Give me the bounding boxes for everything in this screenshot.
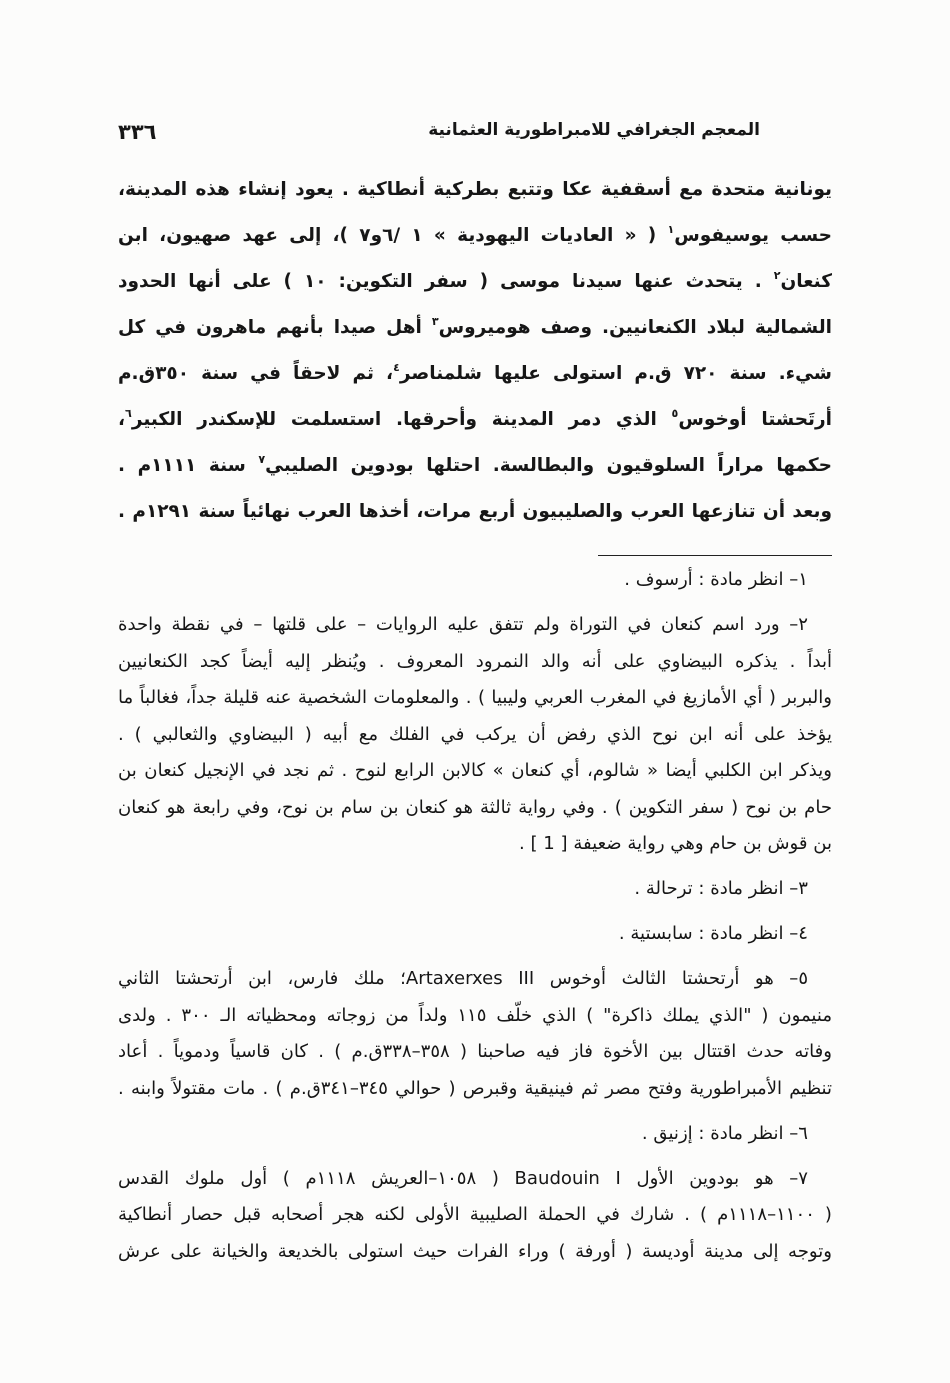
body-line-6 (118, 397, 832, 443)
text-segment: حسب يوسيفوس (674, 225, 832, 246)
footnote-line-text: منيمون ( "الذي يملك ذاكرة" ) الذي خلّف ١١٥ ولداً من زوجاته ومحظياته الـ ٣٠٠ . ولدى (118, 1004, 832, 1026)
body-line-text (118, 222, 832, 246)
footnote-line (118, 961, 832, 998)
body-line-5 (118, 351, 832, 397)
main-text (118, 167, 832, 535)
footnotes (118, 562, 832, 1270)
body-line-7 (118, 443, 832, 489)
footnote-2 (118, 607, 832, 863)
text-segment: . يتحدث عنها سيدنا موسى ( سفر التكوين: ١٠ ) على أنها الحدود (118, 271, 774, 292)
body-line-2 (118, 213, 832, 259)
footnote-ref: ٧ (258, 452, 266, 466)
running-title: المعجم الجغرافي للامبراطورية العثمانية (428, 120, 760, 140)
footnote-ref: ١ (667, 222, 675, 236)
footnote-line-text: بن قوش بن حام وهي رواية ضعيفة [ 1 ] . (519, 833, 832, 854)
footnote-line (118, 717, 832, 754)
footnote-line (118, 998, 832, 1035)
text-segment: كنعان (780, 271, 832, 292)
footnote-ref: ٦ (125, 406, 132, 420)
footnote-1 (118, 562, 832, 599)
footnote-line (118, 1034, 832, 1071)
footnote-line-text: ٢– ورد اسم كنعان في التوراة ولم تتفق عليه الروايات – على قلتها – في نقطة واحدة (118, 614, 808, 635)
body-line-text (118, 452, 832, 476)
footnote-line-text: ٤– انظر مادة : سابستية . (618, 923, 808, 944)
footnote-line (118, 871, 832, 908)
footnote-line-text: وفاته حدث اقتتال بين الأخوة فاز فيه صاحبنا ( ٣٥٨–٣٣٨ق.م ) . كان قاسياً ودموياً . أعاد (118, 1041, 833, 1062)
body-line-text (118, 360, 832, 384)
text-segment: الشمالية لبلاد الكنعانيين. وصف هوميروس (438, 317, 832, 338)
text-segment: الذي دمر المدينة وأحرقها. استسلمت للإسكندر الكبير (131, 409, 672, 430)
footnote-5 (118, 961, 832, 1107)
footnote-line (118, 916, 832, 953)
footnote-line-text: ٧– هو بودوين الأول Baudouin I ( ١٠٥٨–العريش ١١١٨م ) أول ملوك القدس (118, 1167, 808, 1189)
footnote-ref: ٢ (773, 268, 781, 282)
body-line-text: وبعد أن تنازعها العرب والصليبيون أربع مرات، أخذها العرب نهائياً سنة ١٢٩١م . (118, 501, 832, 522)
footnote-line (118, 1197, 832, 1234)
text-segment: ، (118, 409, 126, 430)
footnote-line (118, 753, 832, 790)
text-segment: أرتَحشتا أوخوس (678, 409, 832, 430)
footnote-line-text: وتوجه إلى مدينة أوديسة ( أورفة ) وراء الفرات حيث استولى بالخديعة والخيانة على عرش (118, 1240, 832, 1262)
footnote-line-text: ( ١١٠٠–١١١٨م ) . شارك في الحملة الصليبية الأولى لكنه هجر أصحابه قبل حصار أنطاكية (118, 1204, 832, 1225)
text-segment: ( « العاديات اليهودية » ١ /٦و٧ )، إلى عهد صهيون، ابن (118, 225, 668, 246)
footnote-line (118, 644, 832, 681)
footnote-line (118, 1071, 832, 1108)
footnote-6 (118, 1116, 832, 1153)
body-line-text: يونانية متحدة مع أسقفية عكا وتتبع بطركية أنطاكية . يعود إنشاء هذه المدينة، (118, 179, 832, 200)
footnote-line (118, 790, 832, 827)
body-line-1 (118, 167, 832, 213)
footnote-line-text: تنظيم الأمبراطورية وفتح مصر ثم فينيقية وقبرص ( حوالي ٣٤٥–٣٤١ق.م ) . مات مقتولاً وابنه . (118, 1077, 832, 1099)
body-line-text (118, 314, 832, 338)
body-line-text (118, 406, 832, 430)
body-line-4 (118, 305, 832, 351)
footnote-line (118, 1161, 832, 1198)
text-segment: حكمها مراراً السلوقيون والبطالسة. احتلها بودوين الصليبي (265, 455, 832, 476)
footnote-line (118, 1234, 832, 1271)
footnote-line-text: ٣– انظر مادة : ترحالة . (634, 878, 808, 899)
footnote-line (118, 680, 832, 717)
text-segment: ، ثم لاحقاً في سنة ٣٥٠ق.م (118, 363, 394, 384)
footnote-line (118, 607, 832, 644)
footnote-ref: ٣ (431, 314, 439, 328)
footnote-line (118, 826, 832, 863)
footnote-line-text: ويذكر ابن الكلبي أيضا « شالوم، أي كنعان » كالابن الرابع لنوح . ثم نجد في الإنجيل كنعان بن (118, 760, 832, 781)
footnote-3 (118, 871, 832, 908)
footnote-line-text: يؤخذ على أنه ابن نوح الذي رفض أن يركب في الفلك مع أبيه ( البيضاوي والثعالبي ) . (118, 723, 832, 745)
body-line-3 (118, 259, 832, 305)
text-segment: أهل صيدا بأنهم ماهرون في كل (118, 317, 432, 338)
footnote-line (118, 1116, 832, 1153)
footnote-line-text: والبربر ( أي الأمازيغ في المغرب العربي وليبيا ) . والمعلومات الشخصية عنه قليلة جداً، فغالباً ما (118, 687, 832, 708)
footnote-line-text: ٥– هو أرتحشتا الثالث أوخوس Artaxerxes III؛ ملك فارس، ابن أرتحشتا الثاني (118, 968, 809, 989)
footnote-7 (118, 1161, 832, 1271)
body-line-8 (118, 489, 832, 535)
footnote-4 (118, 916, 832, 953)
footnote-separator (598, 555, 832, 556)
body-line-text (118, 268, 832, 292)
text-segment: شيء. سنة ٧٢٠ ق.م استولى عليها شلمناصر (399, 363, 832, 384)
footnote-ref: ٥ (671, 406, 679, 420)
text-segment: سنة ١١١١م . (118, 455, 259, 476)
footnote-ref: ٤ (393, 360, 400, 374)
page-number: ٣٣٦ (118, 120, 157, 144)
footnote-line-text: ٦– انظر مادة : إزنيق . (641, 1122, 808, 1144)
footnote-line-text: أبداً . يذكره البيضاوي على أنه والد النمرود المعروف . ويُنظر إليه أيضاً كجد الكنعانيين (118, 650, 832, 672)
footnote-line (118, 562, 832, 599)
footnote-line-text: حام بن نوح ( سفر التكوين ) . وفي رواية ثالثة هو كنعان بن سام بن نوح، وفي رابعة هو كنعان (118, 796, 832, 818)
footnote-line-text: ١– انظر مادة : أرسوف . (624, 569, 808, 590)
